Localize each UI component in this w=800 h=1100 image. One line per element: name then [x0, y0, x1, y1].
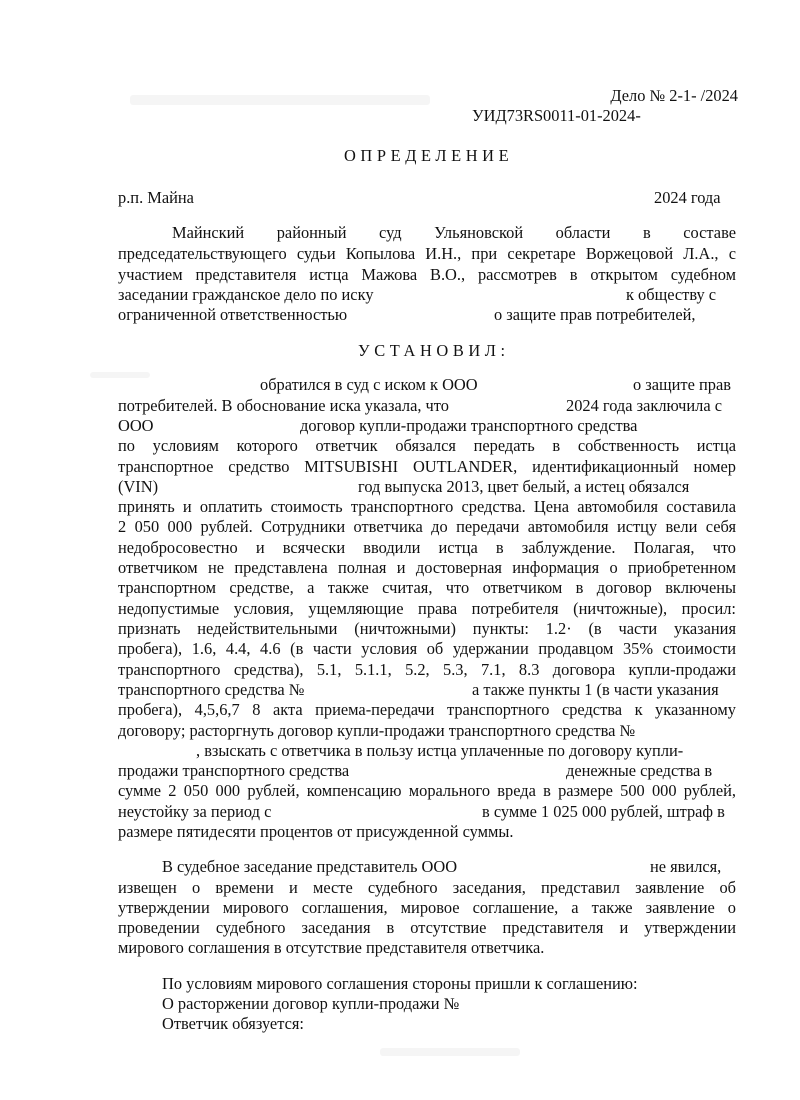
- p1-line: а также пункты 1 (в части указания: [472, 680, 719, 699]
- section-title: УСТАНОВИЛ:: [358, 341, 510, 360]
- p1-line: , взыскать с ответчика в пользу истца уплаченные по договору купли-: [196, 741, 684, 760]
- p1-line: признать недействительными (ничтожными) пункты: 1.2· (в части указания: [118, 619, 736, 638]
- intro-line: о защите прав потребителей,: [494, 305, 696, 324]
- p1-line: пробега), 1.6, 4.4, 4.6 (в части условия об удержании продавцом 35% стоимости: [118, 639, 736, 658]
- p2-line: извещен о времени и месте судебного заседания, представил заявление об: [118, 878, 736, 897]
- intro-line: к обществу с: [626, 285, 717, 304]
- p2-line: проведении судебного заседания в отсутствие представителя и утверждении: [118, 918, 736, 937]
- p1-line: денежные средства в: [566, 761, 713, 780]
- scan-smudge: [90, 372, 150, 378]
- p1-line: договору; расторгнуть договор купли-продажи транспортного средства №: [118, 721, 636, 740]
- scan-smudge: [130, 95, 430, 105]
- p1-line: договор купли-продажи транспортного средства: [300, 416, 638, 435]
- p1-line: недопустимые условия, ущемляющие права потребителя (ничтожные), просил:: [118, 599, 736, 618]
- scan-smudge: [380, 1048, 520, 1056]
- p2-line: мирового соглашения в отсутствие представителя ответчика.: [118, 938, 545, 957]
- p1-line: пробега), 4,5,6,7 8 акта приема-передачи транспортного средства к указанному: [118, 700, 736, 719]
- p2-line: не явился,: [650, 857, 722, 876]
- p1-line: 2024 года заключила с: [566, 396, 722, 415]
- document-date: 2024 года: [654, 188, 721, 207]
- p1-line: 2 050 000 рублей. Сотрудники ответчика до передачи автомобиля истцу вели себя: [118, 517, 736, 536]
- p1-line: принять и оплатить стоимость транспортного средства. Цена автомобиля составила: [118, 497, 736, 516]
- p1-line: в сумме 1 025 000 рублей, штраф в: [482, 802, 725, 821]
- p1-line: год выпуска 2013, цвет белый, а истец обязался: [358, 477, 690, 496]
- intro-line: заседании гражданское дело по иску: [118, 285, 374, 304]
- p3-line: По условиям мирового соглашения стороны пришли к соглашению:: [162, 974, 638, 993]
- p2-line: утверждении мирового соглашения, мировое соглашение, а также заявление о: [118, 898, 736, 917]
- case-number: Дело № 2-1- /2024: [610, 86, 738, 105]
- p1-line: размере пятидесяти процентов от присужденной суммы.: [118, 822, 514, 841]
- p2-line: В судебное заседание представитель ООО: [162, 857, 458, 876]
- p1-line: (VIN): [118, 477, 159, 496]
- p1-line: транспортном средстве, а также считая, что ответчиком в договор включены: [118, 578, 736, 597]
- p1-line: сумме 2 050 000 рублей, компенсацию морального вреда в размере 500 000 рублей,: [118, 781, 736, 800]
- p1-line: ответчиком не представлена полная и достоверная информация о приобретенном: [118, 558, 736, 577]
- p1-line: транспортного средства №: [118, 680, 305, 699]
- p1-line: потребителей. В обоснование иска указала, что: [118, 396, 449, 415]
- p3-line: О расторжении договор купли-продажи №: [162, 994, 460, 1013]
- p1-line: обратился в суд с иском к ООО: [260, 375, 478, 394]
- p1-line: о защите прав: [633, 375, 731, 394]
- p1-line: продажи транспортного средства: [118, 761, 350, 780]
- p1-line: неустойку за период с: [118, 802, 272, 821]
- p1-line: транспортное средство MITSUBISHI OUTLANDER, идентификационный номер: [118, 457, 736, 476]
- p1-line: недобросовестно и всячески вводили истца в заблуждение. Полагая, что: [118, 538, 736, 557]
- p3-line: Ответчик обязуется:: [162, 1014, 304, 1033]
- p1-line: ООО: [118, 416, 154, 435]
- intro-line: участием представителя истца Мажова В.О., рассмотрев в открытом судебном: [118, 265, 736, 284]
- intro-line: ограниченной ответственностью: [118, 305, 348, 324]
- intro-line: председательствующего судьи Копылова И.Н., при секретаре Воржецовой Л.А., с: [118, 244, 736, 263]
- p1-line: по условиям которого ответчик обязался передать в собственность истца: [118, 436, 736, 455]
- document-title: ОПРЕДЕЛЕНИЕ: [344, 146, 514, 165]
- p1-line: транспортного средства), 5.1, 5.1.1, 5.2, 5.3, 7.1, 8.3 договора купли-продажи: [118, 660, 736, 679]
- case-uid: УИД73RS0011-01-2024-: [472, 106, 641, 125]
- place: р.п. Майна: [118, 188, 194, 207]
- intro-line: Майнский районный суд Ульяновской области в составе: [172, 223, 736, 242]
